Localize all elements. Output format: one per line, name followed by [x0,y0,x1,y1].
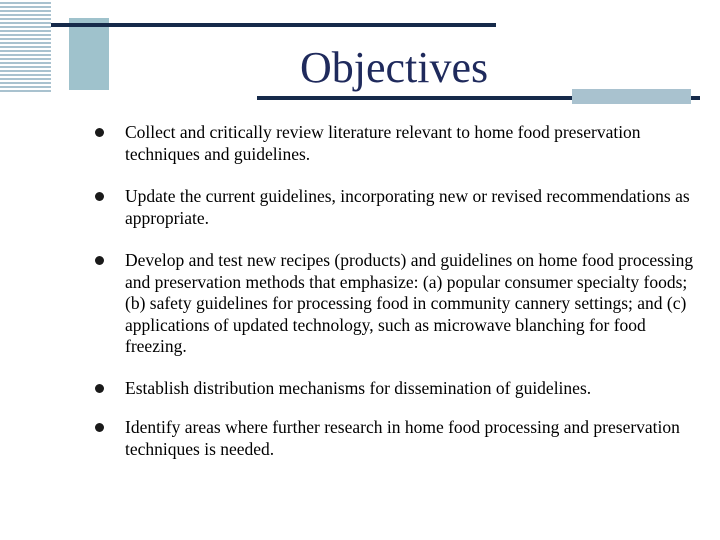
bullet-icon [95,256,104,265]
title-rule-top [51,23,496,27]
bullet-text: Identify areas where further research in home food processing and preservation techniques is needed. [125,417,680,459]
bullet-icon [95,423,104,432]
bullet-text: Update the current guidelines, incorporating new or revised recommendations as appropriate. [125,186,690,228]
bullet-icon [95,192,104,201]
bullet-text: Collect and critically review literature relevant to home food preservation techniques and guidelines. [125,122,641,164]
slide-title: Objectives [300,43,489,92]
list-item [88,417,698,460]
list-item [88,186,698,229]
bullet-icon [95,128,104,137]
list-item [88,250,698,358]
bullet-text: Establish distribution mechanisms for dissemination of guidelines. [125,377,592,398]
list-item [88,122,698,165]
objectives-list [88,122,698,460]
list-item [88,378,698,400]
decorative-teal-block [69,18,109,90]
decorative-blue-block [572,89,691,104]
bullet-icon [95,384,104,393]
decorative-stripes [0,2,51,94]
bullet-text: Develop and test new recipes (products) and guidelines on home food processing and preservation methods that emphasize: (a) popular consumer specialty foods; (b) safety guidelines for processing food in community cannery settings; and (c) applications of updated technology, such as microwave blanching for food freezing. [125,250,694,356]
